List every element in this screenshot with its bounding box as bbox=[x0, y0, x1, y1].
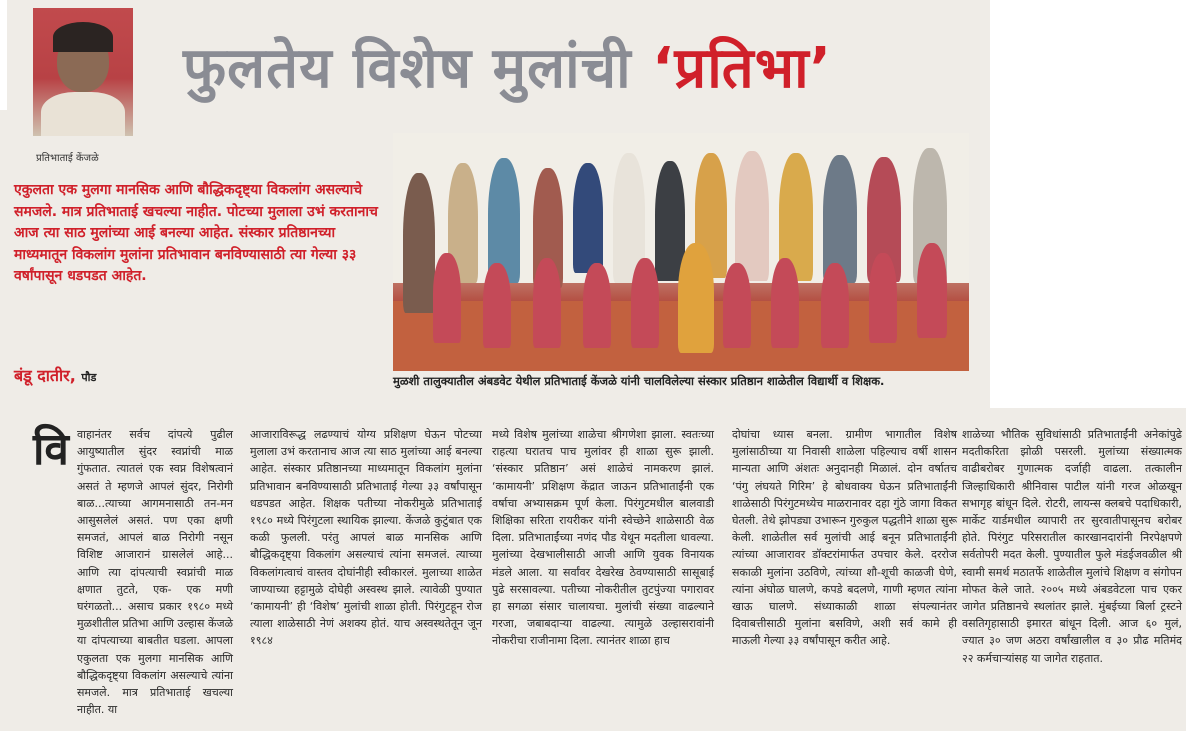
paper-gap bbox=[0, 0, 7, 110]
column-text: वाहानंतर सर्वच दांपत्ये पुढील आयुष्यातील सुंदर स्वप्नांची माळ गुंफतात. त्यातलं एक स्वप्न विशेषत्वानं असतं ते म्हणजे आपलं सुंदर, निरोगी बाळ...त्याच्या आगमनासाठी तन-मन आसुसलेलं असतं. पण एका क्षणी समजतं, आपलं बाळ निरोगी नसून विशिष्ट आजारानं ग्रासलेलं आहे... आणि त्या दांपत्याची स्वप्नांची माळ क्षणात तुटते, एक- एक मणी घरंगळतो... असाच प्रकार १९८० मध्ये मुळशीतील प्रतिभा आणि उल्हास केंजळे या दांपत्याच्या बाबतीत घडला. आपला एकुलता एक मुलगा मानसिक आणि बौद्धिकदृष्ट्या विकलांग असल्याचे त्यांना समजले. मात्र प्रतिभाताई खचल्या नाहीत. या bbox=[77, 428, 233, 717]
photo-figure bbox=[821, 263, 849, 348]
column-text: आजाराविरूद्ध लढण्याचं योग्य प्रशिक्षण घेऊन पोटच्या मुलाला उभं करतानाच आज त्या साठ मुलांच्या आई बनल्या आहेत. संस्कार प्रतिष्ठानच्या माध्यमातून विकलांग मुलांना प्रतिभावान बनविण्यासाठी प्रतिभाताई गेल्या ३३ वर्षांपासून धडपडत आहेत. शिक्षक पतीच्या नोकरीमुळे प्रतिभाताई १९८० मध्ये पिरंगुटला स्थायिक झाल्या. केंजळे कुटुंबात एक कळी फुलली. परंतु आपलं बाळ मानसिक आणि बौद्धिकदृष्ट्या विकलांग असल्याचं त्यांना समजलं. त्याच्या विकलांगत्वाचं वास्तव दोघांनीही स्वीकारलं. मुलाच्या शाळेत जाण्याच्या हट्टामुळे दोघेही अस्वस्थ झाले. त्यावेळी पुण्यात ‘कामायनी’ ही ‘विशेष’ मुलांची शाळा होती. पिरंगुटहून रोज त्याला शाळेसाठी नेणं अशक्य होतं. याच अस्वस्थतेतून जून १९८४ bbox=[250, 428, 482, 648]
photo-figure bbox=[723, 263, 751, 348]
photo-figure bbox=[735, 151, 769, 281]
column-text: मध्ये विशेष मुलांच्या शाळेचा श्रीगणेशा झाला. स्वतःच्या राहत्या घरातच पाच मुलांवर ही शाळा सुरू झाली. ‘संस्कार प्रतिष्ठान’ असं शाळेचं नामकरण झालं. ‘कामायनी’ प्रशिक्षण केंद्रात जाऊन प्रतिभाताईंनी एक वर्षाचा अभ्यासक्रम पूर्ण केला. पिरंगुटमधील बालवाडी शिक्षिका सरिता रायरीकर यांनी स्वेच्छेने शाळेसाठी वेळ दिला. प्रतिभाताईंच्या नणंद पौड येथून मदतीला धावल्या. मुलांच्या देखभालीसाठी आजी आणि युवक विनायक मंडले आला. या सर्वांवर देखरेख ठेवण्यासाठी सासूबाई पुढे सरसावल्या. पतीच्या नोकरीतील तुटपुंज्या पगारावर हा सगळा संसार चालायचा. मुलांची संख्या वाढल्याने गरजा, जबाबदाऱ्या वाढल्या. त्यामुळे उल्हासरावांनी नोकरीचा राजीनामा दिला. त्यानंतर शाळा हाच bbox=[492, 428, 714, 648]
article-column-1 bbox=[33, 426, 233, 718]
photo-figure bbox=[583, 263, 611, 348]
headline bbox=[183, 28, 832, 104]
headline-main: फुलतेय विशेष मुलांची bbox=[183, 36, 653, 101]
photo-figure bbox=[771, 258, 799, 348]
article-column-5 bbox=[962, 426, 1182, 667]
photo-figure bbox=[533, 258, 561, 348]
photo-figure bbox=[573, 163, 603, 273]
headline-highlight: ‘प्रतिभा’ bbox=[652, 36, 832, 101]
drop-cap: वि bbox=[33, 424, 69, 475]
portrait-caption: प्रतिभाताई केंजळे bbox=[36, 153, 99, 164]
photo-caption: मुळशी तालुक्यातील अंबडवेट येथील प्रतिभाताई केंजळे यांनी चालविलेल्या संस्कार प्रतिष्ठान शाळेतील विद्यार्थी व शिक्षक. bbox=[393, 374, 885, 388]
photo-figure bbox=[678, 243, 714, 353]
column-text: शाळेच्या भौतिक सुविधांसाठी प्रतिभाताईंनी अनेकांपुढे मदतीकरिता झोळी पसरली. मुलांच्या संख्यात्मक वाढीबरोबर गुणात्मक दर्जाही वाढला. तत्कालीन जिल्हाधिकारी श्रीनिवास पाटील यांनी गरज ओळखून सभागृह बांधून दिले. रोटरी, लायन्स क्लबचे पदाधिकारी, मार्केट यार्डमधील व्यापारी तर सुरवातीपासूनच बरोबर होते. पिरंगुट परिसरातील कारखानदारांनी निरपेक्षपणे सर्वतोपरी मदत केली. पुण्यातील फुले मंडईजवळील श्री स्वामी समर्थ मठातर्फे शाळेतील मुलांचे शिक्षण व संगोपन मोफत केले जाते. २००५ मध्ये अंबडवेटला पाच एकर जागेत प्रतिष्ठानचे स्थलांतर झाले. मुंबईच्या बिर्ला ट्रस्टने वसतिगृहासाठी इमारत बांधून दिली. आज ६० मुलं, ज्यात ३० जण अठरा वर्षांखालील व ३० प्रौढ मतिमंद २२ कर्मचाऱ्यांसह या जागेत राहतात. bbox=[962, 428, 1182, 665]
column-text: दोघांचा ध्यास बनला. ग्रामीण भागातील विशेष मुलांसाठीच्या या निवासी शाळेला पहिल्याच वर्षी शासन मान्यता आणि अंशतः अनुदानही मिळालं. दोन वर्षातच ‘पंगु लंघयते गिरिम’ हे बोधवाक्य घेऊन प्रतिभाताईंनी शाळेसाठी पिरंगुटमध्येच माळरानावर दहा गुंठे जागा विकत घेतली. तेथे झोपड्या उभारून गुरुकुल पद्धतीने शाळा सुरू केली. शाळेतील सर्व मुलांची आई बनून प्रतिभाताईंनी त्यांच्या आजारावर डॉक्टरांमार्फत उपचार केले. दररोज सकाळी मुलांना उठविणे, त्यांच्या शौ-शूची काळजी घेणे, त्यांना अंघोळ घालणे, कपडे बदलणे, गाणी म्हणत त्यांना खाऊ घालणे. संध्याकाळी शाळा संपल्यानंतर दिवाबत्तीसाठी मुलांना बसविणे, अशी सर्व कामे ही माऊली गेल्या ३३ वर्षांपासून करीत आहे. bbox=[732, 428, 957, 648]
photo-figure bbox=[917, 243, 947, 338]
article-column-3 bbox=[492, 426, 714, 650]
photo-figure bbox=[631, 258, 659, 348]
article-column-4 bbox=[732, 426, 957, 650]
photo-figure bbox=[433, 253, 461, 343]
byline-name: बंडू दातीर, bbox=[14, 366, 82, 385]
intro-text: एकुलता एक मुलगा मानसिक आणि बौद्धिकदृष्ट्या विकलांग असल्याचे समजले. मात्र प्रतिभाताई खचल्या नाहीत. पोटच्या मुलाला उभं करतानाच आज त्या साठ मुलांच्या आई बनल्या आहेत. संस्कार प्रतिष्ठानच्या माध्यमातून विकलांग मुलांना प्रतिभावान बनविण्यासाठी त्या गेल्या ३३ वर्षांपासून धडपडत आहेत. bbox=[14, 182, 378, 284]
portrait-hair bbox=[53, 22, 113, 52]
byline-place: पौड bbox=[81, 371, 97, 384]
group-photo bbox=[393, 133, 969, 371]
photo-figure bbox=[483, 263, 511, 348]
photo-figure bbox=[403, 173, 435, 313]
byline bbox=[14, 364, 96, 386]
photo-figure bbox=[869, 253, 897, 343]
portrait-body bbox=[41, 92, 125, 136]
article-column-2 bbox=[250, 426, 482, 650]
portrait-photo bbox=[33, 8, 133, 136]
